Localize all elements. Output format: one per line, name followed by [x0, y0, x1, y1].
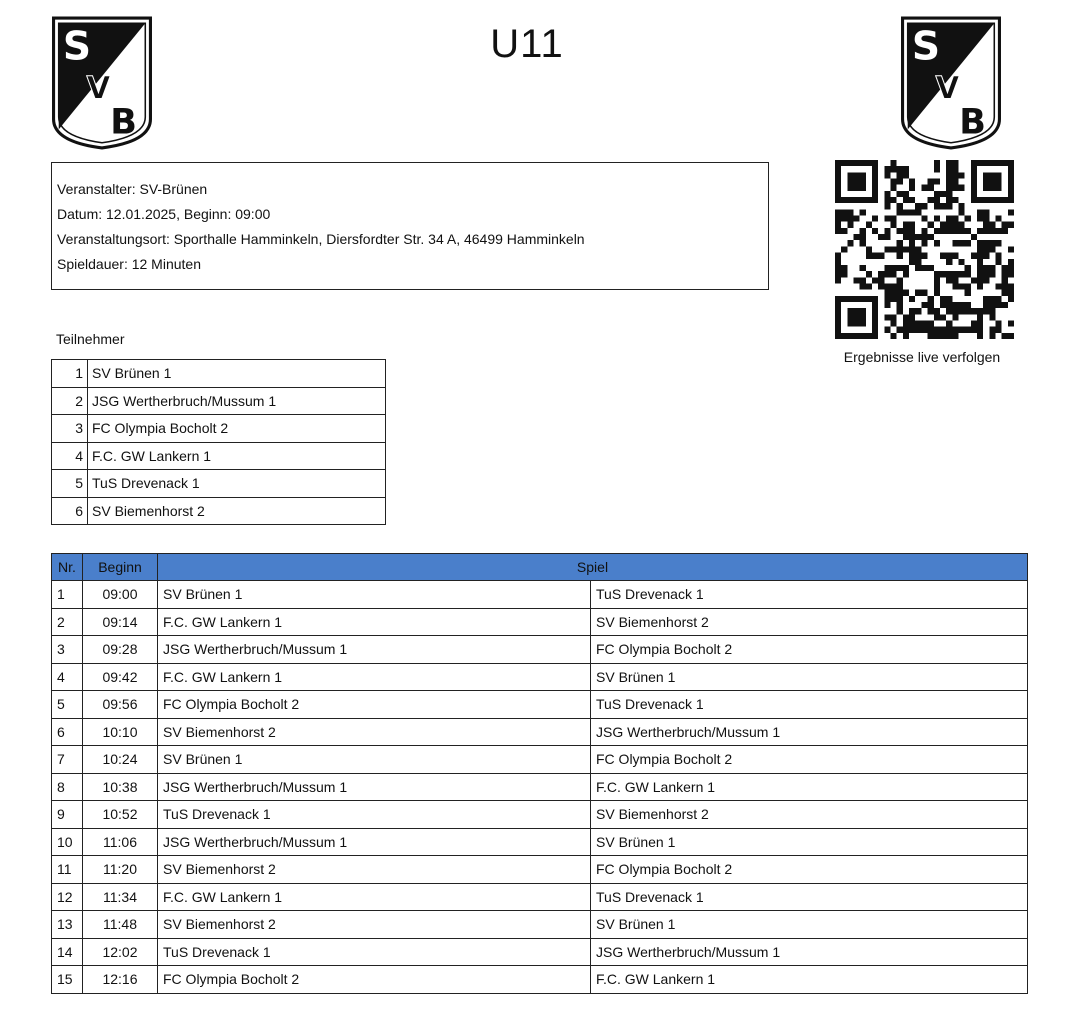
- qr-code[interactable]: [835, 160, 1014, 339]
- schedule-table: [51, 553, 1028, 994]
- match-number: 1: [52, 581, 83, 609]
- match-time: 09:42: [83, 663, 158, 691]
- match-number: 9: [52, 801, 83, 829]
- match-number: 11: [52, 856, 83, 884]
- home-team: FC Olympia Bocholt 2: [158, 691, 591, 719]
- participant-number: 6: [52, 497, 88, 525]
- table-row: [52, 856, 1028, 884]
- venue-line: Veranstaltungsort: Sporthalle Hamminkeln, Diersfordter Str. 34 A, 46499 Hamminkeln: [57, 231, 585, 247]
- match-time: 11:48: [83, 911, 158, 939]
- match-time: 11:34: [83, 883, 158, 911]
- away-team: SV Brünen 1: [591, 828, 1028, 856]
- match-time: 12:16: [83, 966, 158, 994]
- participants-heading: Teilnehmer: [56, 331, 125, 347]
- match-time: 12:02: [83, 938, 158, 966]
- table-row: [52, 966, 1028, 994]
- away-team: TuS Drevenack 1: [591, 883, 1028, 911]
- match-number: 5: [52, 691, 83, 719]
- away-team: TuS Drevenack 1: [591, 581, 1028, 609]
- match-time: 09:14: [83, 608, 158, 636]
- match-time: 11:20: [83, 856, 158, 884]
- table-row: [52, 387, 386, 415]
- table-row: [52, 691, 1028, 719]
- table-row: [52, 773, 1028, 801]
- participant-number: 4: [52, 442, 88, 470]
- away-team: SV Biemenhorst 2: [591, 801, 1028, 829]
- table-row: [52, 828, 1028, 856]
- match-number: 10: [52, 828, 83, 856]
- participants-table: [51, 359, 386, 525]
- home-team: SV Brünen 1: [158, 746, 591, 774]
- match-number: 15: [52, 966, 83, 994]
- away-team: TuS Drevenack 1: [591, 691, 1028, 719]
- participant-number: 1: [52, 360, 88, 388]
- table-row: [52, 746, 1028, 774]
- match-time: 09:56: [83, 691, 158, 719]
- table-row: [52, 470, 386, 498]
- match-number: 14: [52, 938, 83, 966]
- home-team: FC Olympia Bocholt 2: [158, 966, 591, 994]
- home-team: JSG Wertherbruch/Mussum 1: [158, 773, 591, 801]
- svg-text:S: S: [62, 24, 92, 70]
- match-time: 10:24: [83, 746, 158, 774]
- home-team: TuS Drevenack 1: [158, 938, 591, 966]
- date-line: Datum: 12.01.2025, Beginn: 09:00: [57, 206, 271, 222]
- table-row: [52, 663, 1028, 691]
- header-nr: Nr.: [52, 554, 83, 581]
- page-title: U11: [490, 22, 564, 66]
- table-row: [52, 718, 1028, 746]
- svg-text:S: S: [911, 24, 941, 70]
- home-team: SV Biemenhorst 2: [158, 718, 591, 746]
- match-time: 10:38: [83, 773, 158, 801]
- away-team: JSG Wertherbruch/Mussum 1: [591, 938, 1028, 966]
- home-team: SV Biemenhorst 2: [158, 856, 591, 884]
- home-team: SV Biemenhorst 2: [158, 911, 591, 939]
- header-beginn: Beginn: [83, 554, 158, 581]
- event-info-box: [51, 162, 769, 290]
- participant-name: F.C. GW Lankern 1: [88, 442, 386, 470]
- qr-caption: Ergebnisse live verfolgen: [843, 349, 1001, 365]
- participant-name: TuS Drevenack 1: [88, 470, 386, 498]
- table-row: [52, 415, 386, 443]
- away-team: FC Olympia Bocholt 2: [591, 746, 1028, 774]
- table-row: [52, 801, 1028, 829]
- header-spiel: Spiel: [158, 554, 1028, 581]
- away-team: SV Biemenhorst 2: [591, 608, 1028, 636]
- participant-number: 3: [52, 415, 88, 443]
- home-team: F.C. GW Lankern 1: [158, 883, 591, 911]
- match-number: 4: [52, 663, 83, 691]
- away-team: JSG Wertherbruch/Mussum 1: [591, 718, 1028, 746]
- participant-name: FC Olympia Bocholt 2: [88, 415, 386, 443]
- table-row: [52, 938, 1028, 966]
- match-number: 2: [52, 608, 83, 636]
- participant-name: SV Brünen 1: [88, 360, 386, 388]
- participant-name: JSG Wertherbruch/Mussum 1: [88, 387, 386, 415]
- home-team: JSG Wertherbruch/Mussum 1: [158, 828, 591, 856]
- away-team: FC Olympia Bocholt 2: [591, 856, 1028, 884]
- svg-text:B: B: [110, 101, 137, 143]
- home-team: F.C. GW Lankern 1: [158, 608, 591, 636]
- home-team: F.C. GW Lankern 1: [158, 663, 591, 691]
- table-row: [52, 608, 1028, 636]
- home-team: SV Brünen 1: [158, 581, 591, 609]
- table-row: [52, 636, 1028, 664]
- away-team: F.C. GW Lankern 1: [591, 773, 1028, 801]
- match-number: 3: [52, 636, 83, 664]
- table-row: [52, 497, 386, 525]
- away-team: SV Brünen 1: [591, 663, 1028, 691]
- match-time: 10:52: [83, 801, 158, 829]
- home-team: TuS Drevenack 1: [158, 801, 591, 829]
- away-team: F.C. GW Lankern 1: [591, 966, 1028, 994]
- table-row: [52, 911, 1028, 939]
- table-row: [52, 360, 386, 388]
- away-team: SV Brünen 1: [591, 911, 1028, 939]
- organizer-line: Veranstalter: SV-Brünen: [57, 181, 208, 197]
- svg-text:B: B: [959, 101, 986, 143]
- table-row: [52, 883, 1028, 911]
- schedule-header-row: [52, 554, 1028, 581]
- match-number: 13: [52, 911, 83, 939]
- match-number: 8: [52, 773, 83, 801]
- table-row: [52, 581, 1028, 609]
- away-team: FC Olympia Bocholt 2: [591, 636, 1028, 664]
- svg-text:V: V: [935, 70, 960, 107]
- match-time: 09:00: [83, 581, 158, 609]
- match-number: 6: [52, 718, 83, 746]
- duration-line: Spieldauer: 12 Minuten: [57, 256, 201, 272]
- participant-number: 5: [52, 470, 88, 498]
- match-number: 12: [52, 883, 83, 911]
- match-number: 7: [52, 746, 83, 774]
- svg-text:V: V: [86, 70, 111, 107]
- home-team: JSG Wertherbruch/Mussum 1: [158, 636, 591, 664]
- participant-name: SV Biemenhorst 2: [88, 497, 386, 525]
- match-time: 10:10: [83, 718, 158, 746]
- table-row: [52, 442, 386, 470]
- match-time: 09:28: [83, 636, 158, 664]
- match-time: 11:06: [83, 828, 158, 856]
- participant-number: 2: [52, 387, 88, 415]
